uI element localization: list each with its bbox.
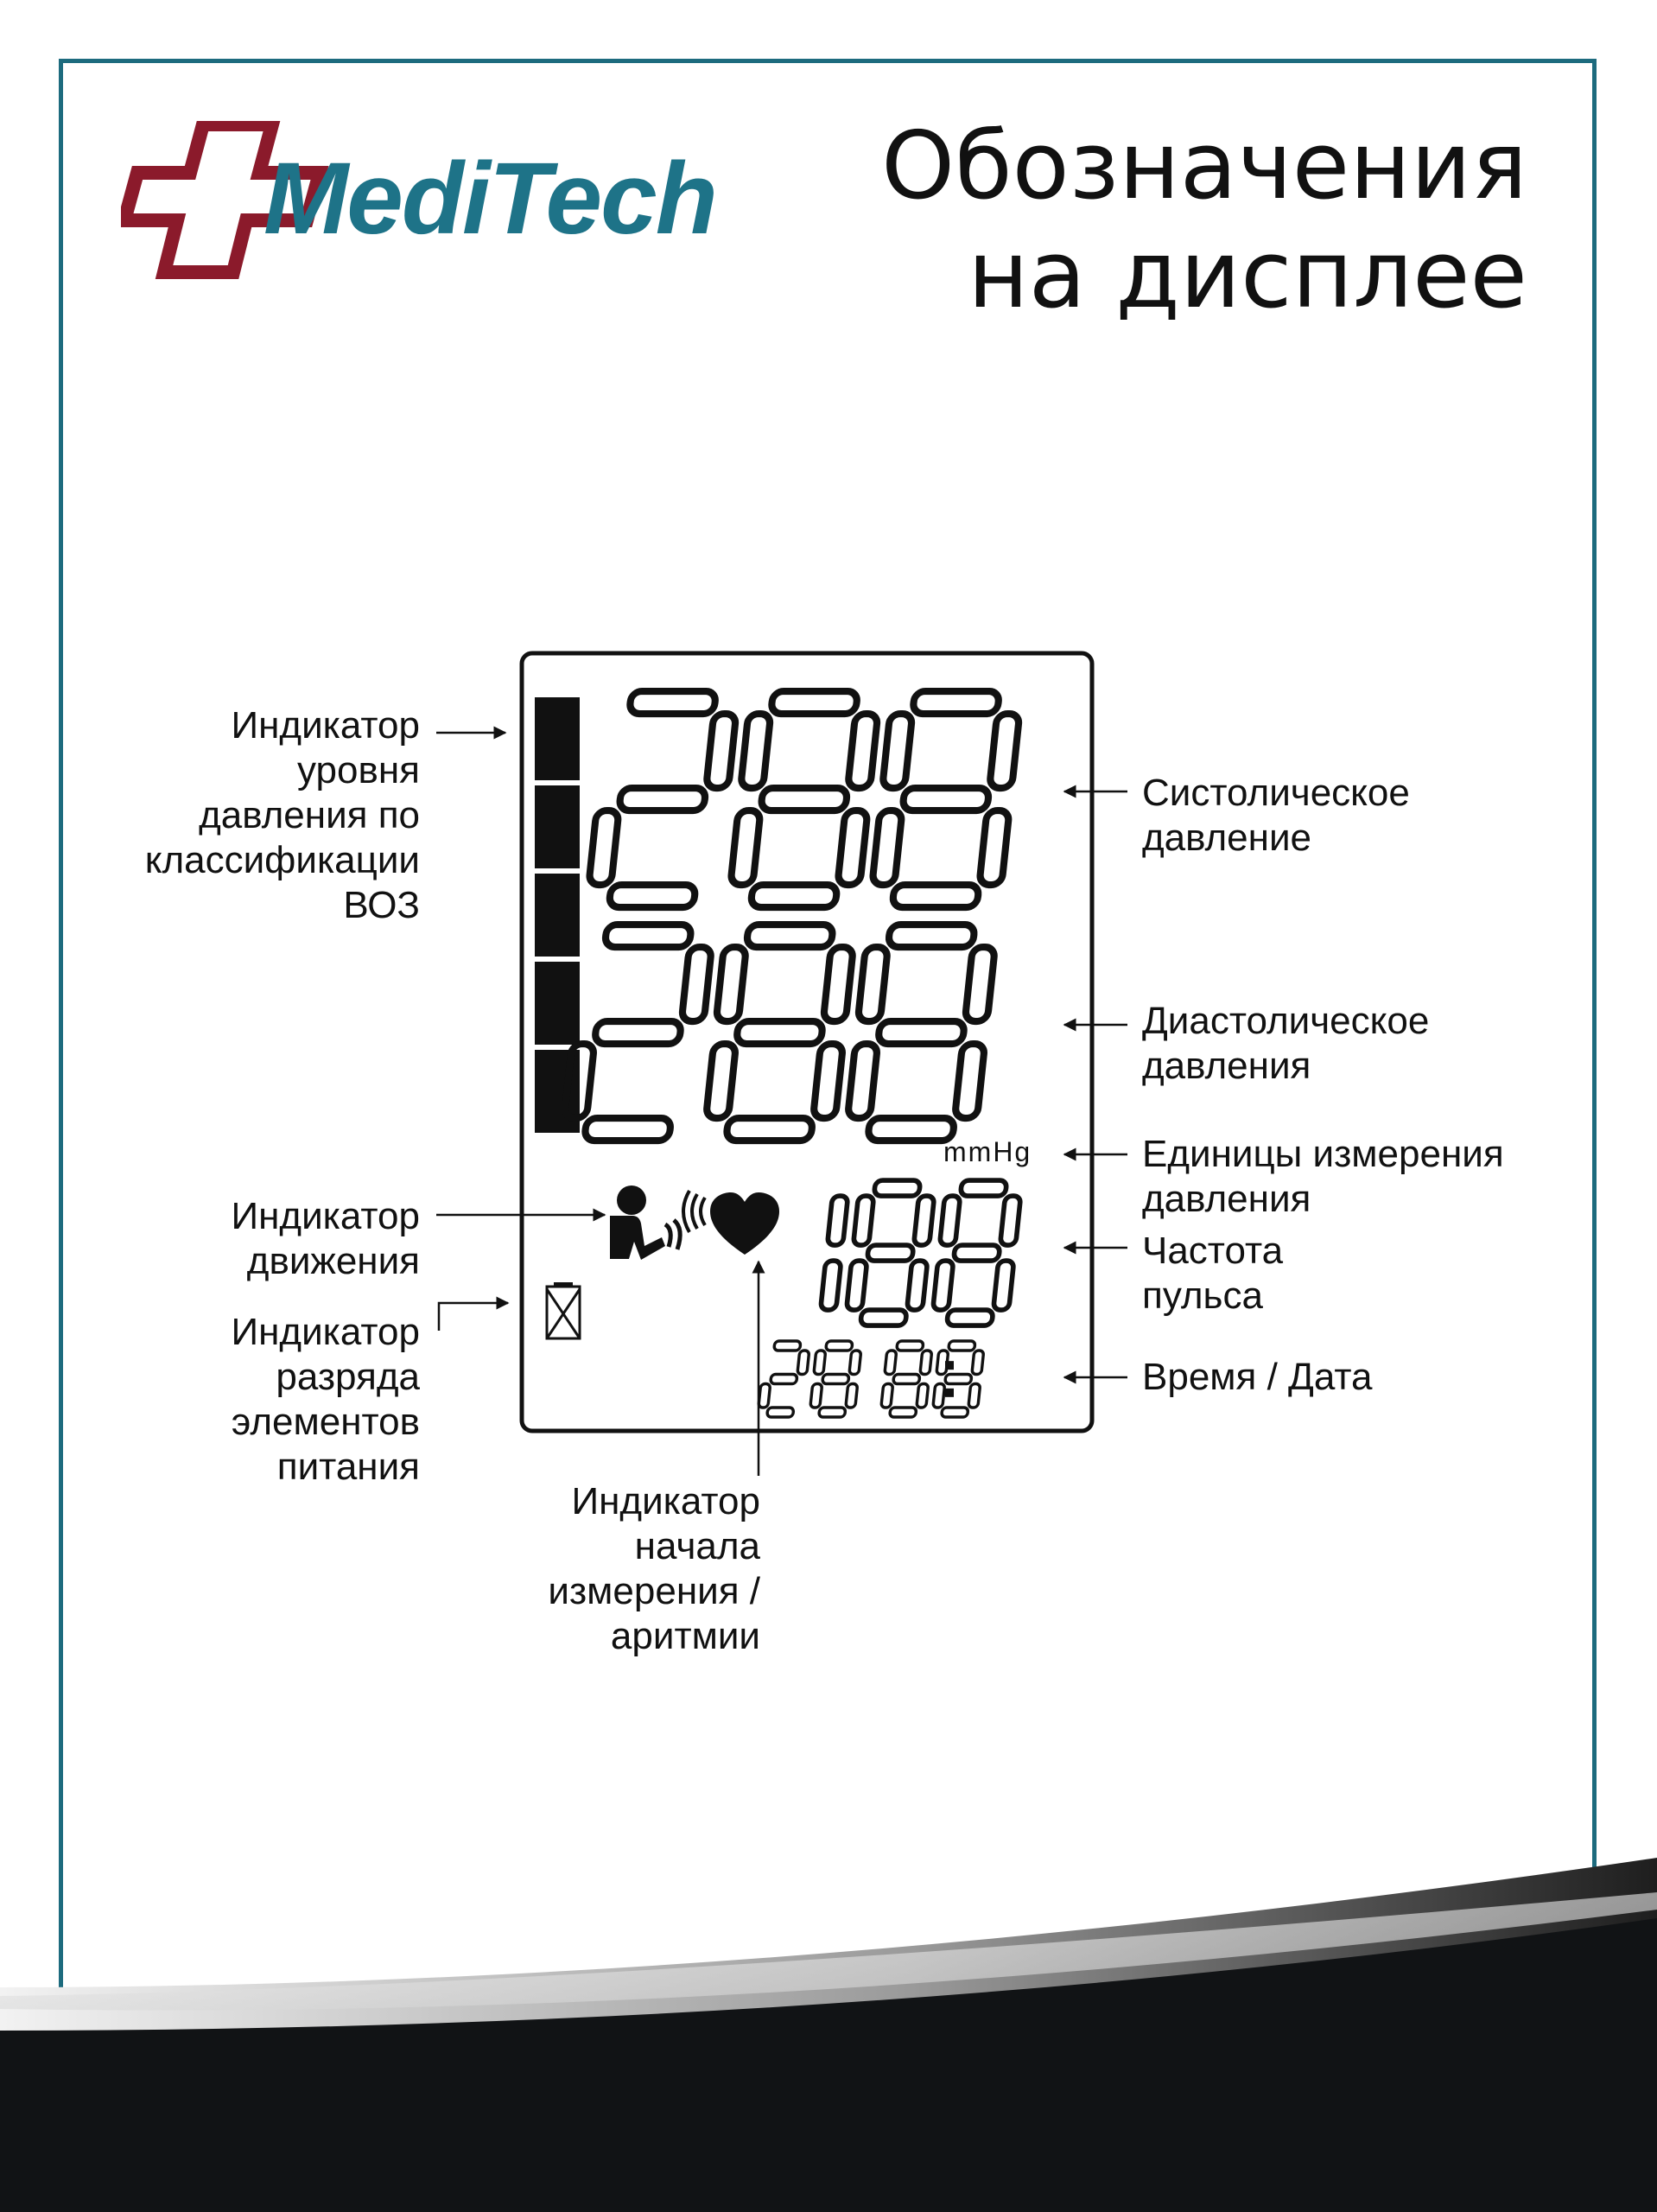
- measure-indicator-label: Индикатор начала измерения / аритмии: [548, 1480, 760, 1657]
- systolic-label: Систолическое давление: [1142, 772, 1410, 859]
- lcd-display: [518, 650, 1095, 1434]
- who-bar: [535, 785, 580, 868]
- time-date-label: Время / Дата: [1142, 1356, 1373, 1398]
- page-title: [881, 112, 1527, 330]
- battery-indicator-label: Индикатор разряда элементов питания: [231, 1311, 420, 1488]
- unit-label: mmHg: [943, 1136, 1032, 1167]
- lcd-colon: [945, 1389, 954, 1397]
- who-indicator-label: Индикатор уровня давления по классификации ВОЗ: [144, 704, 420, 926]
- units-label: Единицы измерения давления: [1142, 1133, 1504, 1220]
- pulse-label: Частота пульса: [1142, 1230, 1284, 1317]
- motion-indicator-label: Индикатор движения: [231, 1195, 420, 1282]
- title-line-2: на дисплее: [968, 221, 1527, 329]
- who-bar: [535, 874, 580, 957]
- footer-swoosh: [0, 1858, 1657, 2212]
- logo-text: MediTech: [263, 142, 716, 256]
- who-bar: [535, 962, 580, 1045]
- diastolic-label: Диастолическое давления: [1142, 1000, 1430, 1087]
- meditech-logo: [121, 121, 743, 281]
- title-line-1: Обозначения: [881, 112, 1527, 220]
- who-bar: [535, 697, 580, 780]
